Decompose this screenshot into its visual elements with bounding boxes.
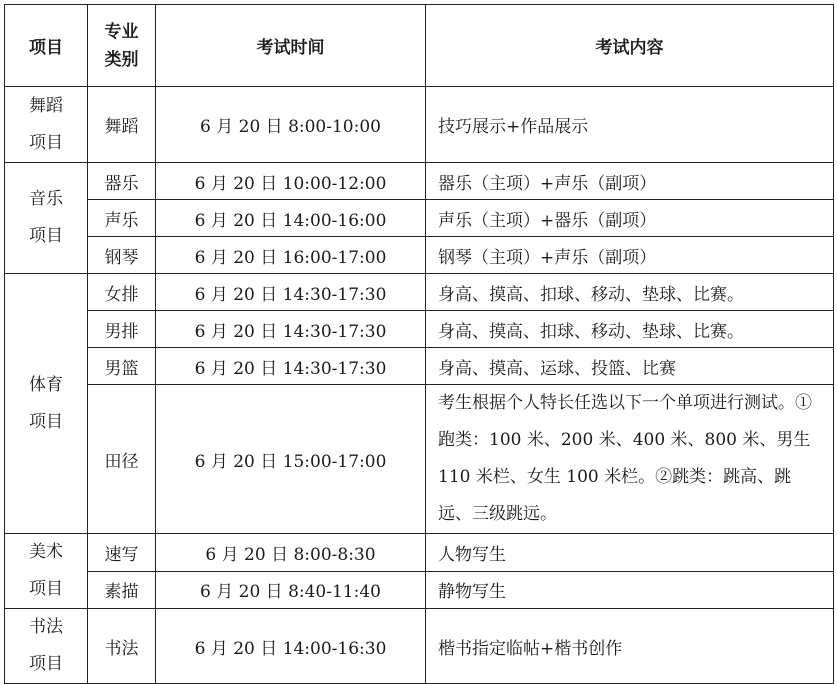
content-cell: 考生根据个人特长任选以下一个单项进行测试。①跑类：100 米、200 米、400 米、800 米、男生 110 米栏、女生 100 米栏。②跳类：跳高、跳远、三级跳远。	[426, 385, 834, 534]
exam-schedule-table	[4, 4, 834, 684]
category-line2: 项目	[29, 226, 63, 246]
time-cell: 6 月 20 日 16:00-17:00	[156, 237, 426, 274]
content-cell: 技巧展示+作品展示	[426, 87, 834, 163]
table-row	[5, 609, 834, 684]
time-cell: 6 月 20 日 15:00-17:00	[156, 385, 426, 534]
major-cell: 器乐	[88, 163, 156, 200]
time-cell: 6 月 20 日 10:00-12:00	[156, 163, 426, 200]
table-row	[5, 534, 834, 572]
table-row	[5, 571, 834, 609]
content-cell: 钢琴（主项）+声乐（副项）	[426, 237, 834, 274]
category-line1: 书法	[29, 617, 63, 637]
table-row	[5, 237, 834, 274]
header-row	[5, 5, 834, 87]
content-cell: 静物写生	[426, 571, 834, 609]
header-major-line2: 类别	[104, 49, 139, 70]
major-cell: 男排	[88, 311, 156, 348]
major-cell: 舞蹈	[88, 87, 156, 163]
major-cell: 声乐	[88, 200, 156, 237]
major-cell: 女排	[88, 274, 156, 311]
major-cell: 素描	[88, 571, 156, 609]
category-line2: 项目	[29, 132, 63, 153]
major-cell: 速写	[88, 534, 156, 572]
category-line2: 项目	[29, 411, 63, 432]
content-cell: 人物写生	[426, 534, 834, 572]
category-cell	[5, 87, 88, 163]
table-row	[5, 163, 834, 200]
major-cell: 田径	[88, 385, 156, 534]
category-cell	[5, 274, 88, 534]
time-cell: 6 月 20 日 8:00-10:00	[156, 87, 426, 163]
content-cell: 器乐（主项）+声乐（副项）	[426, 163, 834, 200]
time-cell: 6 月 20 日 14:00-16:00	[156, 200, 426, 237]
category-line2: 项目	[29, 579, 63, 599]
content-cell: 楷书指定临帖+楷书创作	[426, 609, 834, 684]
category-cell	[5, 534, 88, 609]
category-line1: 舞蹈	[29, 95, 63, 116]
header-time: 考试时间	[156, 5, 426, 87]
table-row	[5, 385, 834, 534]
header-major-line1: 专业	[104, 21, 139, 42]
major-cell: 钢琴	[88, 237, 156, 274]
time-cell: 6 月 20 日 8:40-11:40	[156, 571, 426, 609]
time-cell: 6 月 20 日 14:00-16:30	[156, 609, 426, 684]
major-cell: 书法	[88, 609, 156, 684]
table-row	[5, 311, 834, 348]
time-cell: 6 月 20 日 14:30-17:30	[156, 311, 426, 348]
category-line1: 美术	[29, 542, 63, 562]
content-cell: 身高、摸高、扣球、移动、垫球、比赛。	[426, 311, 834, 348]
time-cell: 6 月 20 日 14:30-17:30	[156, 274, 426, 311]
table-row	[5, 348, 834, 385]
content-cell: 身高、摸高、扣球、移动、垫球、比赛。	[426, 274, 834, 311]
category-cell	[5, 163, 88, 274]
content-cell: 身高、摸高、运球、投篮、比赛	[426, 348, 834, 385]
content-cell: 声乐（主项）+器乐（副项）	[426, 200, 834, 237]
time-cell: 6 月 20 日 14:30-17:30	[156, 348, 426, 385]
time-cell: 6 月 20 日 8:00-8:30	[156, 534, 426, 572]
category-cell	[5, 609, 88, 684]
category-line1: 体育	[29, 374, 63, 395]
table-row	[5, 87, 834, 163]
category-line1: 音乐	[29, 189, 63, 209]
table-row	[5, 274, 834, 311]
category-line2: 项目	[29, 654, 63, 674]
header-content: 考试内容	[426, 5, 834, 87]
header-major	[88, 5, 156, 87]
major-cell: 男篮	[88, 348, 156, 385]
table-row	[5, 200, 834, 237]
header-project: 项目	[5, 5, 88, 87]
